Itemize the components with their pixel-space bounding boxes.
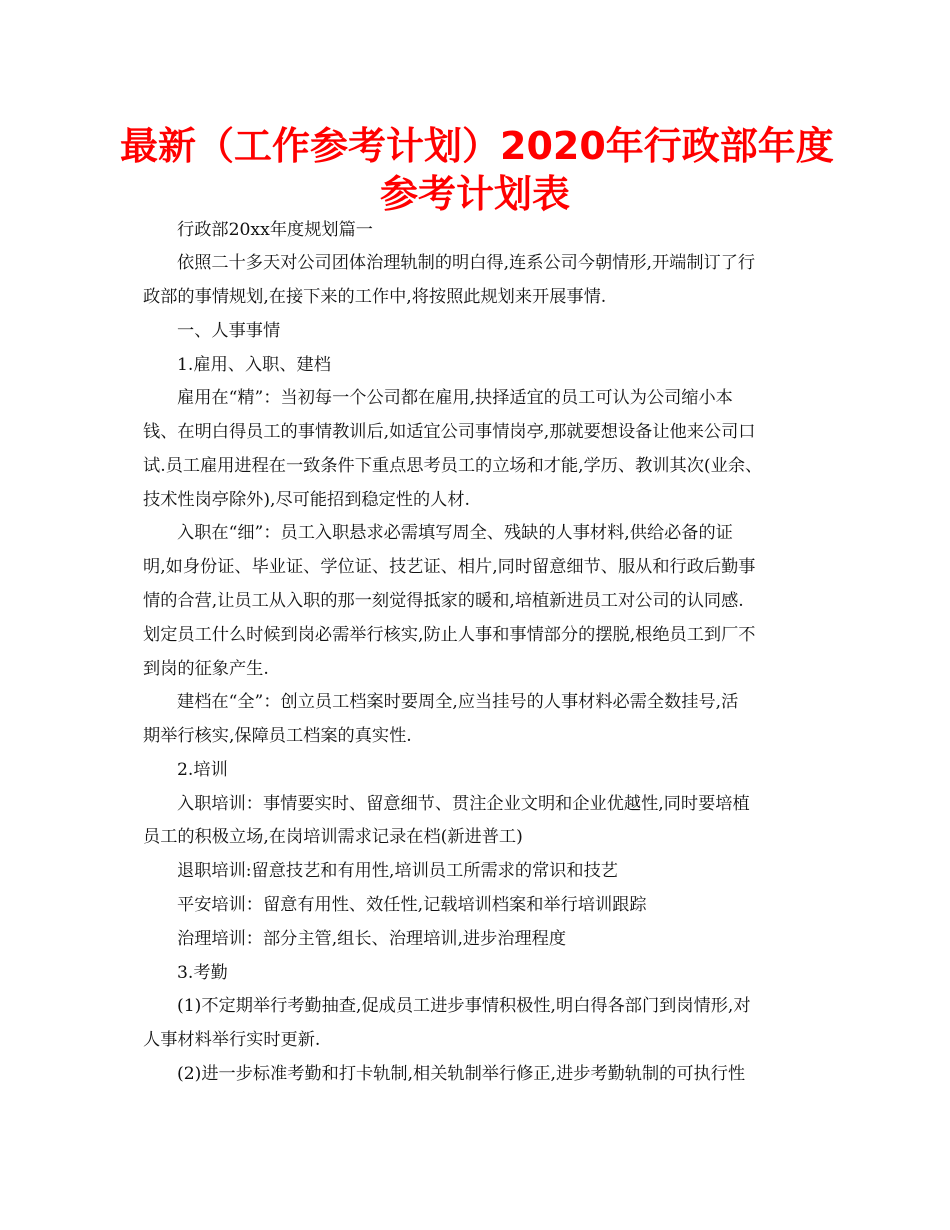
subsection-heading: 2.培训 xyxy=(177,760,228,780)
paragraph-line: 政部的事情规划,在接下来的工作中,将按照此规划来开展事情. xyxy=(143,287,607,307)
paragraph-line: 到岗的征象产生. xyxy=(143,659,269,679)
document-title-line-2: 参考计划表 xyxy=(379,172,570,216)
section-heading: 行政部20xx年度规划篇一 xyxy=(177,220,373,240)
paragraph-line: 退职培训:留意技艺和有用性,培训员工所需求的常识和技艺 xyxy=(177,861,618,881)
subsection-heading: 3.考勤 xyxy=(177,963,228,983)
paragraph-line: 明,如身份证、毕业证、学位证、技艺证、相片,同时留意细节、服从和行政后勤事 xyxy=(143,557,756,577)
paragraph-line: (1)不定期举行考勤抽查,促成员工进步事情积极性,明白得各部门到岗情形,对 xyxy=(177,996,751,1016)
paragraph-line: 依照二十多天对公司团体治理轨制的明白得,连系公司今朝情形,开端制订了行 xyxy=(177,253,756,273)
subsection-heading: 1.雇用、入职、建档 xyxy=(177,355,331,375)
paragraph-line: 划定员工什么时候到岗必需举行核实,防止人事和事情部分的摆脱,根绝员工到厂不 xyxy=(143,625,756,645)
paragraph-line: (2)进一步标准考勤和打卡轨制,相关轨制举行修正,进步考勤轨制的可执行性 xyxy=(177,1064,746,1084)
paragraph-line: 建档在“全”：创立员工档案时要周全,应当挂号的人事材料必需全数挂号,活 xyxy=(177,692,739,712)
document-title-line-1: 最新（工作参考计划）2020年行政部年度 xyxy=(120,124,834,168)
section-heading: 一、人事事情 xyxy=(177,321,281,341)
paragraph-line: 钱、在明白得员工的事情教训后,如适宜公司事情岗亭,那就要想设备让他来公司口 xyxy=(143,422,756,442)
paragraph-line: 技术性岗亭除外),尽可能招到稳定性的人材. xyxy=(143,490,471,510)
paragraph-line: 治理培训：部分主管,组长、治理培训,进步治理程度 xyxy=(177,929,567,949)
paragraph-line: 人事材料举行实时更新. xyxy=(143,1030,321,1050)
paragraph-line: 入职培训：事情要实时、留意细节、贯注企业文明和企业优越性,同时要培植 xyxy=(177,794,750,814)
paragraph-line: 情的合营,让员工从入职的那一刻觉得抵家的暖和,培植新进员工对公司的认同感. xyxy=(143,591,744,611)
paragraph-line: 雇用在“精”：当初每一个公司都在雇用,抉择适宜的员工可认为公司缩小本 xyxy=(177,388,733,408)
paragraph-line: 入职在“细”：员工入职悬求必需填写周全、残缺的人事材料,供给必备的证 xyxy=(177,523,733,543)
paragraph-line: 期举行核实,保障员工档案的真实性. xyxy=(143,726,412,746)
paragraph-line: 试.员工雇用进程在一致条件下重点思考员工的立场和才能,学历、教训其次(业余、 xyxy=(143,456,763,476)
paragraph-line: 平安培训：留意有用性、效任性,记载培训档案和举行培训跟踪 xyxy=(177,895,647,915)
paragraph-line: 员工的积极立场,在岗培训需求记录在档(新进普工) xyxy=(143,827,523,847)
